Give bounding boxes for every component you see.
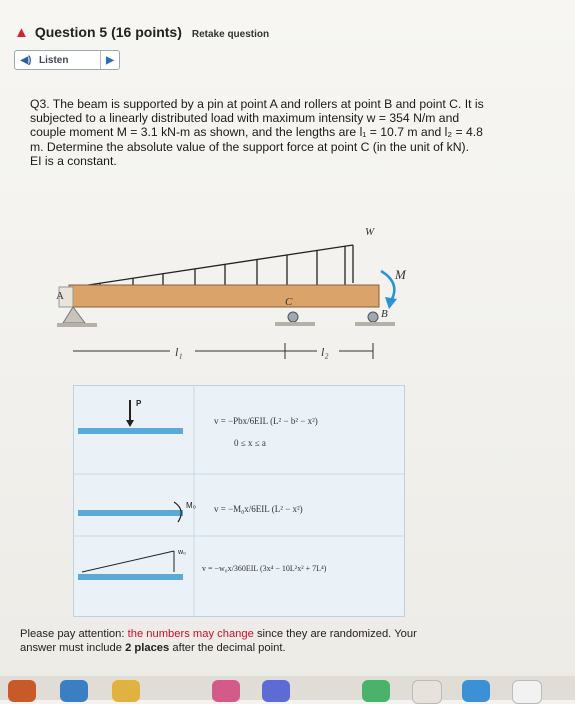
question-line: Q3. The beam is supported by a pin at point A and rollers at point B and point C. It is xyxy=(30,97,484,111)
question-title: Question 5 (16 points) xyxy=(34,24,182,40)
roller-c xyxy=(288,312,298,322)
question-text xyxy=(30,97,555,168)
notice-mid: since they are randomized. Your xyxy=(253,628,417,640)
point-b-label: B xyxy=(381,308,388,320)
warning-triangle-icon: ▲ xyxy=(14,24,29,41)
notice-red: the numbers may change xyxy=(127,628,254,640)
taskbar-app-icon[interactable] xyxy=(8,680,36,702)
question-header xyxy=(14,24,269,41)
beam-diagram xyxy=(55,225,415,385)
retake-link[interactable]: Retake question xyxy=(191,29,270,40)
row1-range: 0 ≤ x ≤ a xyxy=(234,438,266,448)
point-c-label: C xyxy=(285,296,293,308)
deflection-table xyxy=(73,385,405,617)
w0-label: w₀ xyxy=(178,549,186,556)
taskbar-app-icon[interactable] xyxy=(412,680,442,704)
taskbar-app-icon[interactable] xyxy=(462,680,490,702)
moment-arrow xyxy=(381,271,394,301)
p-label: P xyxy=(136,399,142,408)
play-icon[interactable]: ▶ xyxy=(100,51,119,69)
length-2-label: l₂ xyxy=(321,345,329,359)
row2-formula: v = −M₀x/6EIL (L² − x²) xyxy=(214,504,303,514)
question-line: m. Determine the absolute value of the support force at point C (in the unit of kN). xyxy=(30,139,469,154)
length-1-label: l₁ xyxy=(175,345,183,359)
row1-formula: v = −Pbx/6EIL (L² − b² − x²) xyxy=(214,416,318,426)
question-line: couple moment M = 3.1 kN-m as shown, and the lengths are l₁ = 10.7 m and l₂ = 4.8 xyxy=(30,125,483,140)
moment-label: M xyxy=(395,267,406,282)
notice-line2-post: after the decimal point. xyxy=(169,641,286,654)
m0-label: M₀ xyxy=(186,501,196,510)
row3-formula: v = −w₀x/360EIL (3x⁴ − 10L²x² + 7L⁴) xyxy=(202,564,327,573)
taskbar-app-icon[interactable] xyxy=(262,680,290,702)
notice-prefix: Please pay attention: xyxy=(20,628,128,640)
listen-label: Listen xyxy=(39,54,69,66)
question-line: EI is a constant. xyxy=(30,153,117,168)
notice-text xyxy=(20,628,540,655)
taskbar-app-icon[interactable] xyxy=(60,680,88,702)
listen-button[interactable] xyxy=(14,50,120,70)
load-label: W xyxy=(365,226,375,238)
taskbar-app-icon[interactable] xyxy=(362,680,390,702)
taskbar-app-icon[interactable] xyxy=(512,680,542,704)
beam xyxy=(69,285,379,307)
taskbar-app-icon[interactable] xyxy=(112,680,140,702)
question-line: subjected to a linearly distributed load with maximum intensity w = 354 N/m and xyxy=(30,111,460,126)
notice-bold: 2 places xyxy=(125,641,170,654)
roller-b xyxy=(368,312,378,322)
taskbar-app-icon[interactable] xyxy=(212,680,240,702)
speaker-icon: ◀) xyxy=(20,54,32,66)
point-a-label: A xyxy=(56,290,64,302)
notice-line2-pre: answer must include xyxy=(20,641,126,654)
